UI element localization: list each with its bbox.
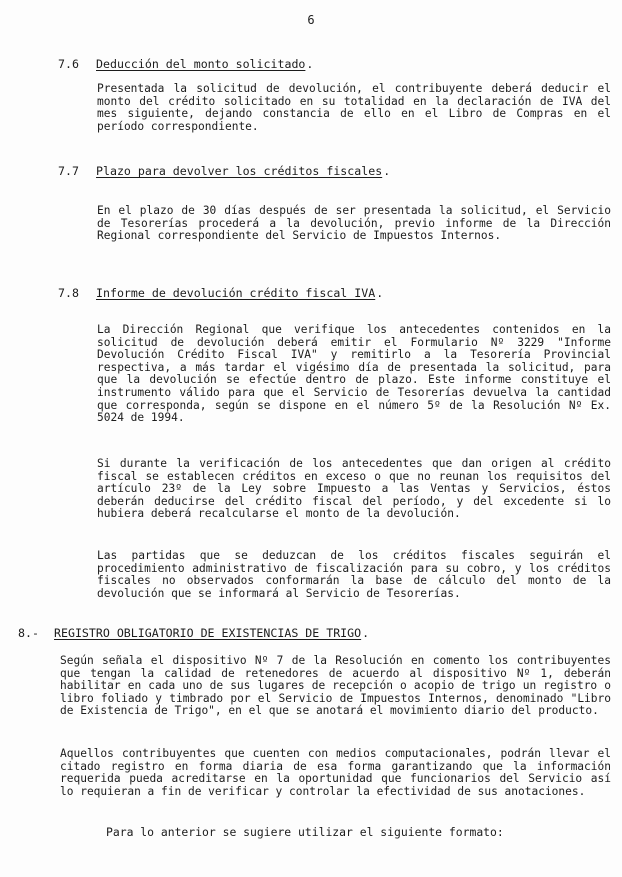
- heading-7-8: 7.8 Informe de devolución crédito fiscal IVA.: [58, 286, 384, 300]
- section-number: 8.-: [18, 626, 39, 640]
- heading-7-7: 7.7 Plazo para devolver los créditos fiscales.: [58, 164, 391, 178]
- section-title: Deducción del monto solicitado: [96, 57, 306, 71]
- paragraph-7-8-2: Si durante la verificación de los antecedentes que dan origen al crédito fiscal se establecen créditos en exceso o que no reunan los requisitos del artículo 23º de la Ley sobre Impuesto a las Ventas y Servicios, éstos deberán deducirse del crédito fiscal del período, y del excedente si lo hubiera deberá recalcularse el monto de la devolución.: [97, 457, 611, 521]
- paragraph-7-7: En el plazo de 30 días después de ser presentada la solicitud, el Servicio de Tesorerías procederá a la devolución, previo informe de la Dirección Regional correspondiente del Servicio de Impuestos Internos.: [97, 204, 611, 243]
- page-number: 6: [307, 13, 315, 27]
- closing-sentence: Para lo anterior se sugiere utilizar el siguiente formato:: [106, 825, 504, 839]
- paragraph-7-8-3: Las partidas que se deduzcan de los créditos fiscales seguirán el procedimiento administrativo de fiscalización para su cobro, y los créditos fiscales no observados conformarán la base de cálculo del monto de la devolución que se informará al Servicio de Tesorerías.: [97, 549, 611, 600]
- paragraph-7-8-1: La Dirección Regional que verifique los antecedentes contenidos en la solicitud de devolución deberá emitir el Formulario Nº 3229 "Informe Devolución Crédito Fiscal IVA" y remitirlo a la Tesorería Provincial respectiva, a más tardar el vigésimo día de presentada la solicitud, para que la devolución se efectúe dentro de plazo. Este informe constituye el instrumento válido para que el Servicio de Tesorerías devuelva la cantidad que corresponda, según se dispone en el número 5º de la Resolución Nº Ex. 5024 de 1994.: [97, 323, 611, 425]
- paragraph-8-1: Según señala el dispositivo Nº 7 de la Resolución en comento los contribuyentes que tengan la calidad de retenedores de acuerdo al dispositivo Nº 1, deberán habilitar en cada uno de sus lugares de recepción o acopio de trigo un registro o libro foliado y timbrado por el Servicio de Impuestos Internos, denominado "Libro de Existencia de Trigo", en el que se anotará el movimiento diario del producto.: [60, 654, 611, 718]
- paragraph-7-6: Presentada la solicitud de devolución, el contribuyente deberá deducir el monto del crédito solicitado en su totalidad en la declaración de IVA del mes siguiente, dejando constancia de ello en el Libro de Compras en el período correspondiente.: [97, 82, 611, 133]
- section-title: Plazo para devolver los créditos fiscales: [96, 164, 383, 178]
- paragraph-8-2: Aquellos contribuyentes que cuenten con medios computacionales, podrán llevar el citado registro en forma diaria de esa forma garantizando que la información requerida pueda acreditarse en la oportunidad que funcionarios del Servicio así lo requieran a fin de verificar y controlar la efectividad de sus anotaciones.: [60, 747, 611, 798]
- section-title: REGISTRO OBLIGATORIO DE EXISTENCIAS DE TRIGO: [54, 626, 362, 640]
- section-number: 7.6: [58, 57, 79, 71]
- heading-8: 8.- REGISTRO OBLIGATORIO DE EXISTENCIAS DE TRIGO.: [18, 626, 370, 640]
- section-number: 7.7: [58, 164, 79, 178]
- heading-7-6: 7.6 Deducción del monto solicitado.: [58, 57, 314, 71]
- section-number: 7.8: [58, 286, 79, 300]
- section-title: Informe de devolución crédito fiscal IVA: [96, 286, 376, 300]
